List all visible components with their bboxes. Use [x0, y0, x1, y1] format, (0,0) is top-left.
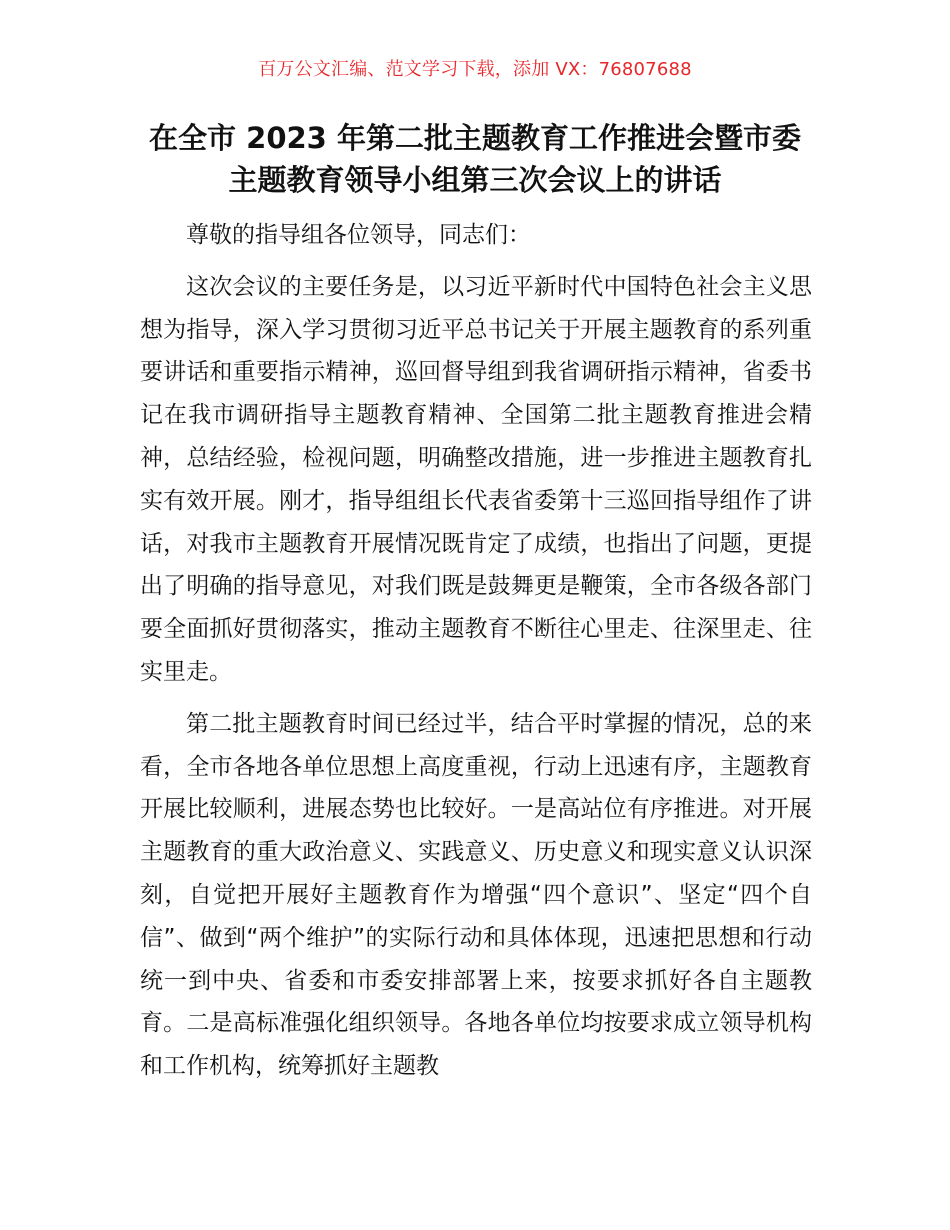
greeting-line: 尊敬的指导组各位领导，同志们： [186, 222, 531, 248]
body-paragraph: 第二批主题教育时间已经过半，结合平时掌握的情况，总的来看，全市各地各单位思想上高度重视，行动上迅速有序，主题教育开展比较顺利，进展态势也比较好。一是高站位有序推进。对开展主题教育的重大政治意义、实践意义、历史意义和现实意义认识深刻，自觉把开展好主题教育作为增强“四个意识”、坚定“四个自信”、做到“两个维护”的实际行动和具体体现，迅速把思想和行动统一到中央、省委和市委安排部署上来，按要求抓好各自主题教育。二是高标准强化组织领导。各地各单位均按要求成立领导机构和工作机构，统筹抓好主题教 [140, 710, 812, 1080]
document-body [140, 214, 812, 1097]
document-title: 在全市 2023 年第二批主题教育工作推进会暨市委主题教育领导小组第三次会议上的讲话 [149, 121, 801, 197]
header-promo-note: 百万公文汇编、范文学习下载，添加 VX：76807688 [258, 59, 692, 80]
body-paragraph: 这次会议的主要任务是，以习近平新时代中国特色社会主义思想为指导，深入学习贯彻习近平总书记关于开展主题教育的系列重要讲话和重要指示精神，巡回督导组到我省调研指示精神，省委书记在我市调研指导主题教育精神、全国第二批主题教育推进会精神，总结经验，检视问题，明确整改措施，进一步推进主题教育扎实有效开展。刚才，指导组组长代表省委第十三巡回指导组作了讲话，对我市主题教育开展情况既肯定了成绩，也指出了问题，更提出了明确的指导意见，对我们既是鼓舞更是鞭策，全市各级各部门要全面抓好贯彻落实，推动主题教育不断往心里走、往深里走、往实里走。 [140, 273, 812, 685]
